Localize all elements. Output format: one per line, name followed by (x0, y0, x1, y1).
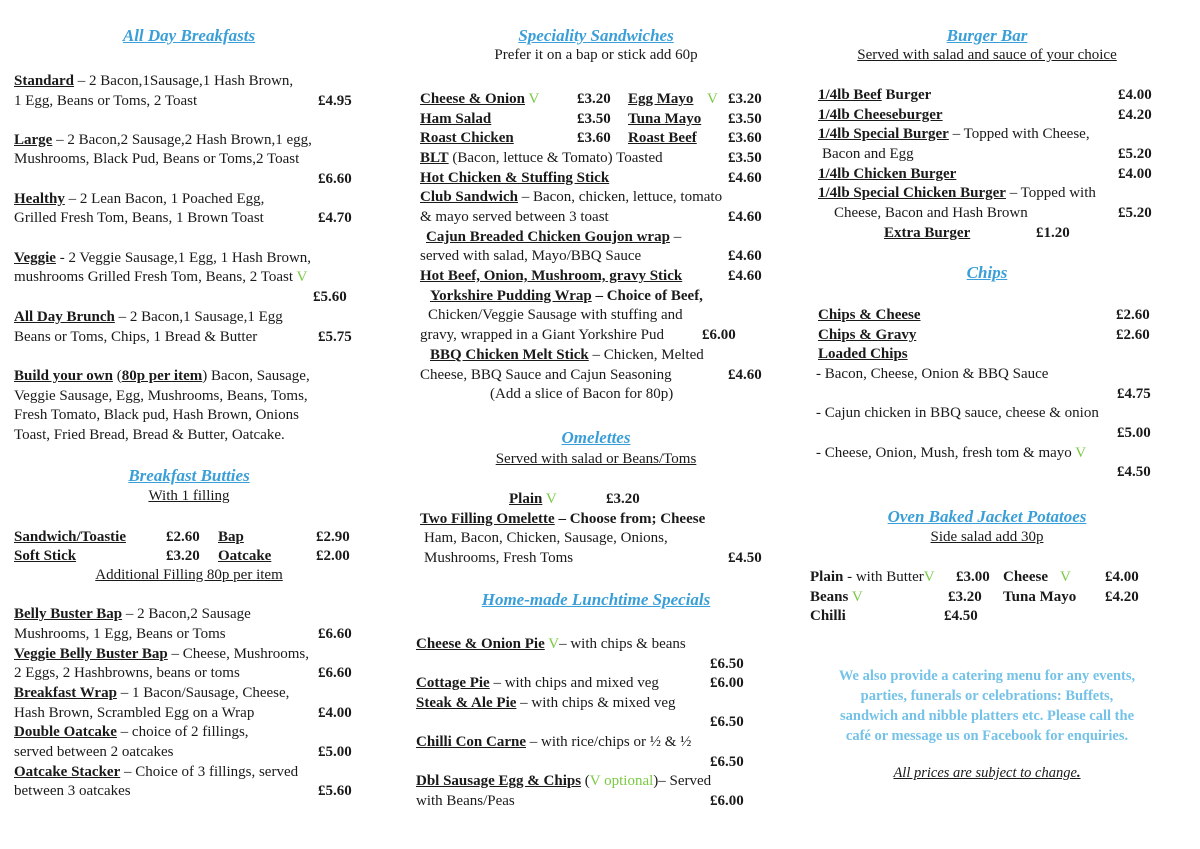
loaded-option-1-price: £4.75 (1117, 386, 1151, 402)
menu-item-belly-buster: Belly Buster Bap – 2 Bacon,2 Sausage (14, 606, 251, 622)
menu-item-cajun: Cajun Breaded Chicken Goujon wrap – (426, 229, 682, 245)
loaded-option-3-price: £4.50 (1117, 464, 1151, 480)
menu-item-chips-gravy: Chips & Gravy £2.60 (818, 327, 1150, 343)
menu-row-ham-tuna: Ham Salad £3.50 Tuna Mayo £3.50 (420, 111, 762, 127)
steak-price: £6.50 (710, 714, 744, 730)
pie-price: £6.50 (710, 656, 744, 672)
catering-line-2: parties, funerals or celebrations: Buffets, (860, 688, 1114, 704)
loaded-option-1: - Bacon, Cheese, Onion & BBQ Sauce (816, 366, 1049, 382)
column-sandwiches (416, 0, 772, 849)
omelettes-title: Omelettes (561, 428, 631, 447)
menu-item-hot-chicken: Hot Chicken & Stuffing Stick £4.60 (420, 170, 762, 186)
menu-item-veggie: Veggie - 2 Veggie Sausage,1 Egg, 1 Hash Brown, (14, 250, 312, 266)
loaded-option-3: - Cheese, Onion, Mush, fresh tom & mayo V (816, 445, 1087, 461)
vegetarian-mark: V (707, 91, 718, 107)
menu-row-chilli: Chilli £4.50 (810, 608, 978, 624)
burger-subtitle: Served with salad and sauce of your choice (857, 47, 1117, 63)
bbq-bacon-note: (Add a slice of Bacon for 80p) (490, 386, 674, 402)
sandwiches-subtitle: Prefer it on a bap or stick add 60p (494, 47, 698, 63)
menu-item-standard: Standard – 2 Bacon,1Sausage,1 Hash Brown, (14, 73, 294, 89)
butties-subtitle: With 1 filling (148, 488, 230, 504)
menu-item-yorkshire: Yorkshire Pudding Wrap – Choice of Beef, (430, 288, 703, 304)
menu-item-hot-beef: Hot Beef, Onion, Mushroom, gravy Stick £4.60 (420, 268, 762, 284)
yorkshire-desc-2: Chicken/Veggie Sausage with stuffing and (428, 307, 683, 323)
special-burger-desc: Bacon and Egg £5.20 (822, 146, 1152, 162)
menu-item-veggie-price: £5.60 (313, 289, 347, 305)
club-desc: & mayo served between 3 toast £4.60 (420, 209, 762, 225)
menu-item-brunch-desc: Beans or Toms, Chips, 1 Bread & Butter £5.75 (14, 329, 352, 345)
vegetarian-mark: V (296, 269, 308, 285)
menu-row-roast: Roast Chicken £3.60 Roast Beef £3.60 (420, 130, 762, 146)
menu-item-cheeseburger: 1/4lb Cheeseburger £4.20 (818, 107, 1152, 123)
price: £4.95 (318, 93, 352, 109)
menu-item-healthy: Healthy – 2 Lean Bacon, 1 Poached Egg, (14, 191, 265, 207)
menu-item-veggie-belly-buster: Veggie Belly Buster Bap – Cheese, Mushrooms, (14, 646, 310, 662)
vegetarian-optional-mark: V optional (589, 773, 654, 789)
yorkshire-desc-3: gravy, wrapped in a Giant Yorkshire Pud £6.00 (420, 327, 736, 343)
vegetarian-mark: V (1075, 445, 1087, 461)
menu-item-cottage-pie: Cottage Pie – with chips and mixed veg £6.00 (416, 675, 744, 691)
column-breakfast (14, 0, 364, 849)
menu-item-large: Large – 2 Bacon,2 Sausage,2 Hash Brown,1 egg, (14, 132, 312, 148)
menu-item-breakfast-wrap: Breakfast Wrap – 1 Bacon/Sausage, Cheese, (14, 685, 290, 701)
menu-row-sandwich-bap: Sandwich/Toastie £2.60 Bap £2.90 (14, 529, 350, 545)
breakfast-butties-title: Breakfast Butties (128, 466, 250, 485)
loaded-option-2-price: £5.00 (1117, 425, 1151, 441)
menu-row-softstick-oatcake: Soft Stick £3.20 Oatcake £2.00 (14, 548, 350, 564)
two-filling-desc-2: Ham, Bacon, Chicken, Sausage, Onions, (424, 530, 668, 546)
jacket-subtitle: Side salad add 30p (930, 529, 1044, 545)
burger-bar-title: Burger Bar (946, 26, 1028, 45)
menu-item-beef-burger: 1/4lb Beef Burger £4.00 (818, 87, 1152, 103)
menu-item-special-chicken-burger: 1/4lb Special Chicken Burger – Topped with (818, 185, 1096, 201)
chips-title: Chips (966, 263, 1008, 282)
menu-row-cheese-onion-egg-mayo: Cheese & Onion V £3.20 Egg Mayo V £3.20 (420, 91, 762, 107)
bbq-melt-desc: Cheese, BBQ Sauce and Cajun Seasoning £4.60 (420, 367, 762, 383)
catering-line-1: We also provide a catering menu for any events, (838, 668, 1136, 684)
menu-item-blt: BLT (Bacon, lettuce & Tomato) Toasted £3.50 (420, 150, 762, 166)
menu-row-plain-cheese: Plain - with ButterV £3.00 Cheese V £4.00 (810, 569, 1139, 585)
column-burgers (812, 0, 1162, 849)
build-your-own-desc-4: Toast, Fried Bread, Bread & Butter, Oatcake. (14, 427, 285, 443)
cajun-desc: served with salad, Mayo/BBQ Sauce £4.60 (420, 248, 762, 264)
additional-filling-note: Additional Filling 80p per item (95, 567, 283, 583)
chilli-price: £6.50 (710, 754, 744, 770)
menu-row-beans-tuna: Beans V £3.20 Tuna Mayo £4.20 (810, 589, 1139, 605)
vegetarian-mark: V (851, 589, 863, 605)
menu-item-club: Club Sandwich – Bacon, chicken, lettuce, tomato (420, 189, 723, 205)
menu-item-double-oatcake: Double Oatcake – choice of 2 fillings, (14, 724, 249, 740)
two-filling-desc-3: Mushrooms, Fresh Toms £4.50 (424, 550, 762, 566)
belly-buster-desc: Mushrooms, 1 Egg, Beans or Toms £6.60 (14, 626, 352, 642)
menu-item-two-filling-omelette: Two Filling Omelette – Choose from; Cheese (420, 511, 706, 527)
menu-item-steak-ale-pie: Steak & Ale Pie – with chips & mixed veg (416, 695, 676, 711)
menu-item-chicken-burger: 1/4lb Chicken Burger £4.00 (818, 166, 1152, 182)
menu-item-cheese-onion-pie: Cheese & Onion Pie V– with chips & beans (416, 636, 686, 652)
menu-item-extra-burger: Extra Burger £1.20 (884, 225, 1070, 241)
menu-item-veggie-desc: mushrooms Grilled Fresh Tom, Beans, 2 Toast V (14, 269, 308, 285)
vegetarian-mark: V (1060, 569, 1071, 585)
menu-item-build-your-own: Build your own (80p per item) Bacon, Sausage, (14, 368, 310, 384)
menu-item-large-desc: Mushrooms, Black Pud, Beans or Toms,2 Toast (14, 151, 300, 167)
speciality-sandwiches-title: Speciality Sandwiches (518, 26, 674, 45)
double-oatcake-desc: served between 2 oatcakes £5.00 (14, 744, 352, 760)
catering-line-4: café or message us on Facebook for enquiries. (845, 728, 1129, 744)
menu-item-plain-omelette: Plain V £3.20 (509, 491, 640, 507)
catering-line-3: sandwich and nibble platters etc. Please call the (839, 708, 1135, 724)
menu-item-chips-cheese: Chips & Cheese £2.60 (818, 307, 1150, 323)
build-your-own-desc-2: Veggie Sausage, Egg, Mushrooms, Beans, Toms, (14, 388, 308, 404)
menu-item-oatcake-stacker: Oatcake Stacker – Choice of 3 fillings, served (14, 764, 299, 780)
lunchtime-specials-title: Home-made Lunchtime Specials (481, 590, 711, 609)
loaded-option-2: - Cajun chicken in BBQ sauce, cheese & onion (816, 405, 1099, 421)
dbl-sausage-desc: with Beans/Peas £6.00 (416, 793, 744, 809)
vegetarian-mark: V (528, 91, 540, 107)
jacket-potatoes-title: Oven Baked Jacket Potatoes (887, 507, 1087, 526)
vegetarian-mark: V (548, 636, 560, 652)
menu-item-healthy-desc: Grilled Fresh Tom, Beans, 1 Brown Toast £4.70 (14, 210, 352, 226)
special-chicken-desc: Cheese, Bacon and Hash Brown £5.20 (834, 205, 1152, 221)
vegetarian-mark: V (923, 569, 935, 585)
build-your-own-desc-3: Fresh Tomato, Black pud, Hash Brown, Onions (14, 407, 299, 423)
breakfast-wrap-desc: Hash Brown, Scrambled Egg on a Wrap £4.00 (14, 705, 352, 721)
menu-item-loaded-chips: Loaded Chips (818, 346, 908, 362)
menu-item-bbq-melt: BBQ Chicken Melt Stick – Chicken, Melted (430, 347, 704, 363)
menu-item-brunch: All Day Brunch – 2 Bacon,1 Sausage,1 Egg (14, 309, 283, 325)
menu-item-standard-desc: 1 Egg, Beans or Toms, 2 Toast £4.95 (14, 93, 352, 109)
menu-item-special-burger: 1/4lb Special Burger – Topped with Cheese, (818, 126, 1090, 142)
veggie-belly-buster-desc: 2 Eggs, 2 Hashbrowns, beans or toms £6.60 (14, 665, 352, 681)
vegetarian-mark: V (545, 491, 557, 507)
menu-item-large-price: £6.60 (318, 171, 352, 187)
all-day-breakfasts-title: All Day Breakfasts (122, 26, 256, 45)
omelettes-subtitle: Served with salad or Beans/Toms (495, 451, 697, 467)
oatcake-stacker-desc: between 3 oatcakes £5.60 (14, 783, 352, 799)
prices-note: All prices are subject to change. (893, 765, 1081, 781)
menu-item-chilli: Chilli Con Carne – with rice/chips or ½ & ½ (416, 734, 692, 750)
menu-item-dbl-sausage: Dbl Sausage Egg & Chips (V optional)– Served (416, 773, 712, 789)
